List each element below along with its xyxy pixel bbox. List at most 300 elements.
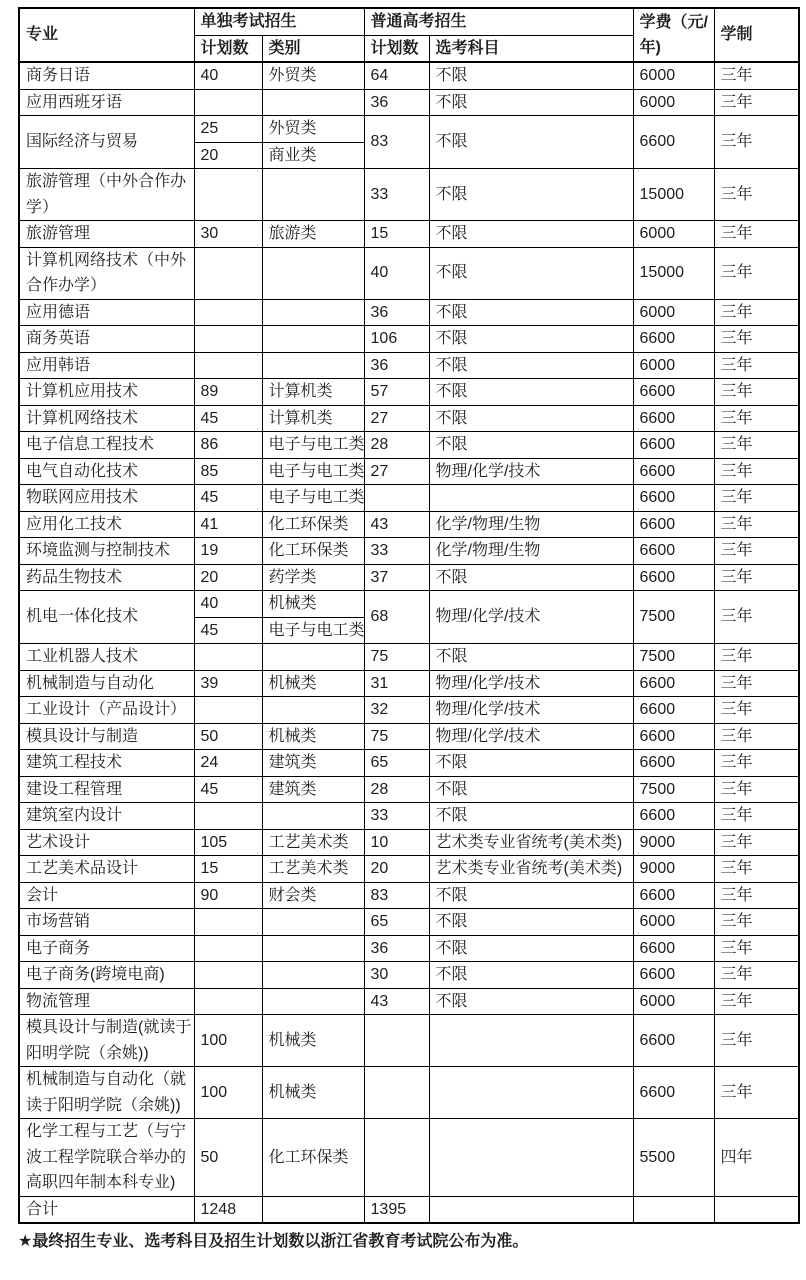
tuition-cell: 6600 — [633, 803, 714, 830]
table-row — [19, 591, 799, 618]
duration-cell: 三年 — [714, 169, 799, 221]
gaokao-plan-cell: 75 — [364, 644, 429, 671]
category-cell: 外贸类 — [262, 116, 364, 143]
duration-cell: 三年 — [714, 697, 799, 724]
subjects-cell: 艺术类专业省统考(美术类) — [429, 829, 633, 856]
subjects-cell: 不限 — [429, 988, 633, 1015]
header-major: 专业 — [19, 8, 194, 62]
gaokao-plan-cell: 20 — [364, 856, 429, 883]
table-row — [19, 299, 799, 326]
tuition-cell: 7500 — [633, 591, 714, 644]
separate-plan-cell — [194, 299, 262, 326]
separate-plan-cell: 45 — [194, 776, 262, 803]
tuition-cell: 7500 — [633, 644, 714, 671]
major-cell: 机械制造与自动化 — [19, 670, 194, 697]
category-cell: 计算机类 — [262, 405, 364, 432]
tuition-cell: 6600 — [633, 538, 714, 565]
subjects-cell: 艺术类专业省统考(美术类) — [429, 856, 633, 883]
duration-cell: 三年 — [714, 988, 799, 1015]
gaokao-plan-cell: 31 — [364, 670, 429, 697]
duration-cell: 三年 — [714, 432, 799, 459]
gaokao-plan-cell: 68 — [364, 591, 429, 644]
category-cell: 化工环保类 — [262, 538, 364, 565]
subjects-cell — [429, 1119, 633, 1197]
major-cell: 计算机应用技术 — [19, 379, 194, 406]
major-cell: 计算机网络技术（中外合作办学） — [19, 247, 194, 299]
table-row — [19, 89, 799, 116]
separate-plan-cell: 20 — [194, 142, 262, 169]
major-cell: 模具设计与制造 — [19, 723, 194, 750]
table-row — [19, 723, 799, 750]
subjects-cell: 不限 — [429, 882, 633, 909]
subjects-cell: 不限 — [429, 379, 633, 406]
duration-cell: 三年 — [714, 909, 799, 936]
subjects-cell: 不限 — [429, 89, 633, 116]
gaokao-plan-cell: 43 — [364, 511, 429, 538]
table-row — [19, 962, 799, 989]
subjects-cell: 不限 — [429, 169, 633, 221]
tuition-cell: 6600 — [633, 1015, 714, 1067]
subjects-cell: 物理/化学/技术 — [429, 591, 633, 644]
table-header — [19, 8, 799, 62]
duration-cell: 三年 — [714, 644, 799, 671]
duration-cell: 四年 — [714, 1119, 799, 1197]
table-row — [19, 1067, 799, 1119]
table-row — [19, 458, 799, 485]
major-cell: 建筑室内设计 — [19, 803, 194, 830]
gaokao-plan-cell: 36 — [364, 89, 429, 116]
table-row — [19, 62, 799, 89]
tuition-cell: 6000 — [633, 62, 714, 89]
separate-plan-cell — [194, 803, 262, 830]
subjects-cell: 不限 — [429, 221, 633, 248]
gaokao-plan-cell: 57 — [364, 379, 429, 406]
tuition-cell: 6000 — [633, 909, 714, 936]
duration-cell: 三年 — [714, 221, 799, 248]
gaokao-plan-cell: 65 — [364, 750, 429, 777]
subjects-cell: 不限 — [429, 247, 633, 299]
duration-cell: 三年 — [714, 856, 799, 883]
tuition-cell: 6600 — [633, 750, 714, 777]
duration-cell: 三年 — [714, 326, 799, 353]
major-cell: 应用德语 — [19, 299, 194, 326]
gaokao-plan-cell: 33 — [364, 169, 429, 221]
duration-cell: 三年 — [714, 405, 799, 432]
gaokao-plan-cell: 36 — [364, 299, 429, 326]
table-row — [19, 538, 799, 565]
table-row — [19, 776, 799, 803]
separate-plan-cell: 90 — [194, 882, 262, 909]
subjects-cell: 不限 — [429, 352, 633, 379]
separate-plan-cell — [194, 169, 262, 221]
separate-plan-cell — [194, 697, 262, 724]
tuition-cell: 9000 — [633, 829, 714, 856]
table-row — [19, 670, 799, 697]
duration-cell: 三年 — [714, 750, 799, 777]
tuition-cell: 6000 — [633, 89, 714, 116]
tuition-cell: 6600 — [633, 564, 714, 591]
gaokao-plan-cell: 40 — [364, 247, 429, 299]
category-cell — [262, 169, 364, 221]
duration-cell: 三年 — [714, 803, 799, 830]
subjects-cell: 不限 — [429, 776, 633, 803]
category-cell: 建筑类 — [262, 750, 364, 777]
tuition-cell: 6600 — [633, 432, 714, 459]
category-cell: 机械类 — [262, 1015, 364, 1067]
tuition-cell: 6600 — [633, 1067, 714, 1119]
major-cell: 国际经济与贸易 — [19, 116, 194, 169]
major-cell: 工艺美术品设计 — [19, 856, 194, 883]
category-cell: 机械类 — [262, 723, 364, 750]
subjects-cell: 不限 — [429, 432, 633, 459]
separate-plan-cell — [194, 352, 262, 379]
gaokao-plan-cell: 83 — [364, 882, 429, 909]
gaokao-plan-cell: 33 — [364, 538, 429, 565]
tuition-cell: 6600 — [633, 697, 714, 724]
separate-plan-cell: 85 — [194, 458, 262, 485]
gaokao-plan-cell: 1395 — [364, 1196, 429, 1223]
separate-plan-cell: 19 — [194, 538, 262, 565]
major-cell: 应用化工技术 — [19, 511, 194, 538]
gaokao-plan-cell: 65 — [364, 909, 429, 936]
subjects-cell: 不限 — [429, 935, 633, 962]
table-row — [19, 1015, 799, 1067]
table-row — [19, 116, 799, 143]
major-cell: 建设工程管理 — [19, 776, 194, 803]
gaokao-plan-cell: 15 — [364, 221, 429, 248]
subjects-cell: 不限 — [429, 62, 633, 89]
gaokao-plan-cell: 106 — [364, 326, 429, 353]
category-cell — [262, 299, 364, 326]
table-row — [19, 935, 799, 962]
tuition-cell: 6600 — [633, 511, 714, 538]
gaokao-plan-cell: 30 — [364, 962, 429, 989]
category-cell: 旅游类 — [262, 221, 364, 248]
gaokao-plan-cell: 28 — [364, 776, 429, 803]
category-cell — [262, 935, 364, 962]
major-cell: 电子商务(跨境电商) — [19, 962, 194, 989]
major-cell: 应用韩语 — [19, 352, 194, 379]
subjects-cell: 物理/化学/技术 — [429, 697, 633, 724]
subjects-cell: 不限 — [429, 803, 633, 830]
subjects-cell: 不限 — [429, 405, 633, 432]
subjects-cell: 不限 — [429, 299, 633, 326]
tuition-cell: 6600 — [633, 405, 714, 432]
category-cell: 电子与电工类 — [262, 458, 364, 485]
table-row — [19, 882, 799, 909]
header-elective-subjects: 选考科目 — [429, 35, 633, 62]
category-cell: 商业类 — [262, 142, 364, 169]
gaokao-plan-cell — [364, 485, 429, 512]
category-cell: 机械类 — [262, 1067, 364, 1119]
table-row — [19, 352, 799, 379]
table-row — [19, 485, 799, 512]
tuition-cell: 6000 — [633, 352, 714, 379]
tuition-cell: 5500 — [633, 1119, 714, 1197]
category-cell: 药学类 — [262, 564, 364, 591]
major-cell: 机电一体化技术 — [19, 591, 194, 644]
subjects-cell: 不限 — [429, 962, 633, 989]
tuition-cell: 6600 — [633, 670, 714, 697]
gaokao-plan-cell: 32 — [364, 697, 429, 724]
table-row — [19, 1196, 799, 1223]
tuition-cell: 15000 — [633, 247, 714, 299]
subjects-cell: 不限 — [429, 909, 633, 936]
separate-plan-cell: 89 — [194, 379, 262, 406]
major-cell: 物流管理 — [19, 988, 194, 1015]
header-plan-count-1: 计划数 — [194, 35, 262, 62]
tuition-cell: 6600 — [633, 458, 714, 485]
header-tuition: 学费（元/年) — [633, 8, 714, 62]
table-row — [19, 644, 799, 671]
table-row — [19, 988, 799, 1015]
separate-plan-cell: 24 — [194, 750, 262, 777]
subjects-cell — [429, 1067, 633, 1119]
duration-cell: 三年 — [714, 247, 799, 299]
duration-cell: 三年 — [714, 723, 799, 750]
gaokao-plan-cell: 64 — [364, 62, 429, 89]
major-cell: 合计 — [19, 1196, 194, 1223]
major-cell: 模具设计与制造(就读于阳明学院（余姚)) — [19, 1015, 194, 1067]
table-row — [19, 909, 799, 936]
duration-cell: 三年 — [714, 564, 799, 591]
subjects-cell: 化学/物理/生物 — [429, 511, 633, 538]
separate-plan-cell: 20 — [194, 564, 262, 591]
subjects-cell: 不限 — [429, 326, 633, 353]
gaokao-plan-cell — [364, 1067, 429, 1119]
duration-cell: 三年 — [714, 670, 799, 697]
duration-cell: 三年 — [714, 379, 799, 406]
duration-cell: 三年 — [714, 882, 799, 909]
header-duration: 学制 — [714, 8, 799, 62]
tuition-cell: 6600 — [633, 935, 714, 962]
duration-cell: 三年 — [714, 485, 799, 512]
header-separate-exam: 单独考试招生 — [194, 8, 364, 35]
separate-plan-cell: 25 — [194, 116, 262, 143]
major-cell: 旅游管理（中外合作办学） — [19, 169, 194, 221]
tuition-cell: 6600 — [633, 882, 714, 909]
duration-cell: 三年 — [714, 299, 799, 326]
major-cell: 工业设计（产品设计） — [19, 697, 194, 724]
table-row — [19, 803, 799, 830]
subjects-cell: 不限 — [429, 750, 633, 777]
major-cell: 电子信息工程技术 — [19, 432, 194, 459]
major-cell: 电子商务 — [19, 935, 194, 962]
separate-plan-cell: 41 — [194, 511, 262, 538]
tuition-cell: 6600 — [633, 723, 714, 750]
gaokao-plan-cell: 36 — [364, 935, 429, 962]
major-cell: 商务英语 — [19, 326, 194, 353]
separate-plan-cell: 1248 — [194, 1196, 262, 1223]
table-row — [19, 169, 799, 221]
separate-plan-cell — [194, 988, 262, 1015]
tuition-cell: 15000 — [633, 169, 714, 221]
subjects-cell: 不限 — [429, 644, 633, 671]
duration-cell: 三年 — [714, 776, 799, 803]
major-cell: 旅游管理 — [19, 221, 194, 248]
subjects-cell: 物理/化学/技术 — [429, 723, 633, 750]
separate-plan-cell — [194, 247, 262, 299]
major-cell: 应用西班牙语 — [19, 89, 194, 116]
separate-plan-cell: 50 — [194, 1119, 262, 1197]
tuition-cell — [633, 1196, 714, 1223]
separate-plan-cell: 105 — [194, 829, 262, 856]
category-cell — [262, 247, 364, 299]
table-row — [19, 750, 799, 777]
subjects-cell: 物理/化学/技术 — [429, 458, 633, 485]
separate-plan-cell — [194, 89, 262, 116]
category-cell: 电子与电工类 — [262, 485, 364, 512]
footnote: ★最终招生专业、选考科目及招生计划数以浙江省教育考试院公布为准。 — [18, 1233, 529, 1250]
gaokao-plan-cell: 75 — [364, 723, 429, 750]
duration-cell: 三年 — [714, 511, 799, 538]
subjects-cell — [429, 485, 633, 512]
duration-cell: 三年 — [714, 458, 799, 485]
gaokao-plan-cell: 83 — [364, 116, 429, 169]
major-cell: 环境监测与控制技术 — [19, 538, 194, 565]
table-row — [19, 856, 799, 883]
major-cell: 商务日语 — [19, 62, 194, 89]
major-cell: 电气自动化技术 — [19, 458, 194, 485]
separate-plan-cell — [194, 935, 262, 962]
category-cell: 财会类 — [262, 882, 364, 909]
tuition-cell: 6600 — [633, 116, 714, 169]
subjects-cell: 物理/化学/技术 — [429, 670, 633, 697]
gaokao-plan-cell: 43 — [364, 988, 429, 1015]
tuition-cell: 7500 — [633, 776, 714, 803]
duration-cell: 三年 — [714, 1067, 799, 1119]
gaokao-plan-cell: 27 — [364, 405, 429, 432]
subjects-cell: 化学/物理/生物 — [429, 538, 633, 565]
category-cell: 电子与电工类 — [262, 432, 364, 459]
table-row — [19, 405, 799, 432]
category-cell — [262, 803, 364, 830]
table-row — [19, 379, 799, 406]
separate-plan-cell — [194, 326, 262, 353]
category-cell: 外贸类 — [262, 62, 364, 89]
major-cell: 计算机网络技术 — [19, 405, 194, 432]
separate-plan-cell: 30 — [194, 221, 262, 248]
category-cell: 化工环保类 — [262, 511, 364, 538]
major-cell: 化学工程与工艺（与宁波工程学院联合举办的高职四年制本科专业) — [19, 1119, 194, 1197]
separate-plan-cell: 40 — [194, 62, 262, 89]
tuition-cell: 6600 — [633, 379, 714, 406]
duration-cell: 三年 — [714, 935, 799, 962]
tuition-cell: 6000 — [633, 299, 714, 326]
separate-plan-cell: 100 — [194, 1015, 262, 1067]
duration-cell: 三年 — [714, 591, 799, 644]
subjects-cell — [429, 1015, 633, 1067]
duration-cell: 三年 — [714, 538, 799, 565]
tuition-cell: 6000 — [633, 221, 714, 248]
major-cell: 工业机器人技术 — [19, 644, 194, 671]
separate-plan-cell — [194, 962, 262, 989]
duration-cell — [714, 1196, 799, 1223]
separate-plan-cell: 40 — [194, 591, 262, 618]
tuition-cell: 6600 — [633, 962, 714, 989]
gaokao-plan-cell: 10 — [364, 829, 429, 856]
separate-plan-cell: 15 — [194, 856, 262, 883]
duration-cell: 三年 — [714, 116, 799, 169]
duration-cell: 三年 — [714, 962, 799, 989]
major-cell: 物联网应用技术 — [19, 485, 194, 512]
duration-cell: 三年 — [714, 1015, 799, 1067]
duration-cell: 三年 — [714, 62, 799, 89]
major-cell: 艺术设计 — [19, 829, 194, 856]
separate-plan-cell: 39 — [194, 670, 262, 697]
table-row — [19, 1119, 799, 1197]
category-cell — [262, 352, 364, 379]
header-regular-gaokao: 普通高考招生 — [364, 8, 633, 35]
gaokao-plan-cell: 28 — [364, 432, 429, 459]
table-row — [19, 511, 799, 538]
category-cell: 工艺美术类 — [262, 856, 364, 883]
category-cell — [262, 962, 364, 989]
category-cell — [262, 909, 364, 936]
separate-plan-cell — [194, 909, 262, 936]
table-row — [19, 326, 799, 353]
gaokao-plan-cell: 36 — [364, 352, 429, 379]
table-row — [19, 221, 799, 248]
category-cell — [262, 644, 364, 671]
subjects-cell — [429, 1196, 633, 1223]
major-cell: 机械制造与自动化（就读于阳明学院（余姚)) — [19, 1067, 194, 1119]
category-cell: 工艺美术类 — [262, 829, 364, 856]
category-cell: 计算机类 — [262, 379, 364, 406]
table-row — [19, 697, 799, 724]
gaokao-plan-cell — [364, 1015, 429, 1067]
tuition-cell: 6600 — [633, 485, 714, 512]
header-plan-count-2: 计划数 — [364, 35, 429, 62]
duration-cell: 三年 — [714, 352, 799, 379]
category-cell — [262, 697, 364, 724]
major-cell: 市场营销 — [19, 909, 194, 936]
major-cell: 药品生物技术 — [19, 564, 194, 591]
category-cell: 机械类 — [262, 670, 364, 697]
table-row — [19, 829, 799, 856]
tuition-cell: 6600 — [633, 326, 714, 353]
duration-cell: 三年 — [714, 829, 799, 856]
gaokao-plan-cell: 33 — [364, 803, 429, 830]
separate-plan-cell: 45 — [194, 485, 262, 512]
table-row — [19, 564, 799, 591]
category-cell — [262, 89, 364, 116]
separate-plan-cell: 50 — [194, 723, 262, 750]
subjects-cell: 不限 — [429, 116, 633, 169]
gaokao-plan-cell: 27 — [364, 458, 429, 485]
category-cell — [262, 326, 364, 353]
gaokao-plan-cell — [364, 1119, 429, 1197]
admission-plan-table — [18, 7, 800, 1224]
separate-plan-cell: 45 — [194, 617, 262, 644]
separate-plan-cell: 86 — [194, 432, 262, 459]
gaokao-plan-cell: 37 — [364, 564, 429, 591]
separate-plan-cell — [194, 644, 262, 671]
category-cell — [262, 1196, 364, 1223]
major-cell: 会计 — [19, 882, 194, 909]
category-cell: 化工环保类 — [262, 1119, 364, 1197]
duration-cell: 三年 — [714, 89, 799, 116]
header-category: 类别 — [262, 35, 364, 62]
category-cell: 电子与电工类 — [262, 617, 364, 644]
category-cell: 建筑类 — [262, 776, 364, 803]
separate-plan-cell: 45 — [194, 405, 262, 432]
tuition-cell: 6000 — [633, 988, 714, 1015]
table-row — [19, 247, 799, 299]
subjects-cell: 不限 — [429, 564, 633, 591]
tuition-cell: 9000 — [633, 856, 714, 883]
separate-plan-cell: 100 — [194, 1067, 262, 1119]
